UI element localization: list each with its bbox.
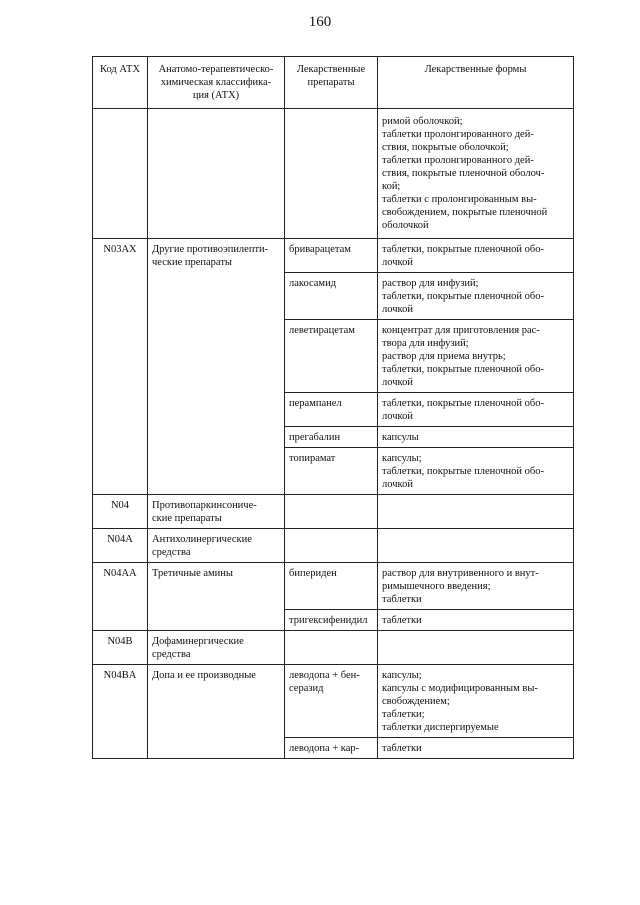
atx-code-cell: N04B <box>93 631 148 665</box>
atx-name-line: Допа и ее производные <box>152 670 256 681</box>
drug-forms-cell <box>378 448 574 495</box>
form-line: таблетки; <box>382 709 425 720</box>
drug-name-cell <box>285 529 378 563</box>
form-line: таблетки пролонгированного дей- <box>382 155 534 166</box>
drug-name-cell <box>285 393 378 427</box>
drug-name-line: лакосамид <box>289 278 337 289</box>
form-line: капсулы; <box>382 453 422 464</box>
table-body <box>93 109 574 759</box>
form-line: таблетки <box>382 743 422 754</box>
table-row <box>93 239 574 273</box>
form-line: концентрат для приготовления рас- <box>382 325 540 336</box>
atx-code-cell: N04A <box>93 529 148 563</box>
drug-name-cell <box>285 273 378 320</box>
form-line: раствор для внутривенного и внут- <box>382 568 539 579</box>
drug-forms-cell <box>378 239 574 273</box>
drug-name-cell <box>285 239 378 273</box>
atx-name-cell <box>148 631 285 665</box>
header-forms: Лекарственные формы <box>378 57 574 109</box>
drug-name-cell <box>285 665 378 738</box>
form-line: лочкой <box>382 304 413 315</box>
drug-name-cell <box>285 320 378 393</box>
drug-forms-cell <box>378 610 574 631</box>
atx-name-cell <box>148 563 285 631</box>
table-row <box>93 665 574 738</box>
drug-forms-cell <box>378 320 574 393</box>
drug-name-cell <box>285 610 378 631</box>
drug-name-line: серазид <box>289 683 324 694</box>
drug-name-cell <box>285 495 378 529</box>
empty-cell <box>93 109 148 239</box>
atx-code-cell: N04BA <box>93 665 148 759</box>
drug-name-cell <box>285 631 378 665</box>
continuation-forms <box>378 109 574 239</box>
atx-code-cell: N04 <box>93 495 148 529</box>
header-classification <box>148 57 285 109</box>
atx-name-line: Противопаркинсониче- <box>152 500 257 511</box>
header-drugs <box>285 57 378 109</box>
atx-name-line: средства <box>152 649 191 660</box>
atx-code-cell: N03AX <box>93 239 148 495</box>
atx-table <box>92 56 574 759</box>
drug-name-line: тригексифенидил <box>289 615 368 626</box>
drug-name-line: леводопа + кар- <box>289 743 360 754</box>
header-classification-line: ция (АТХ) <box>192 90 240 101</box>
form-line: лочкой <box>382 411 413 422</box>
atx-code-cell: N04AA <box>93 563 148 631</box>
form-line: таблетки с пролонгированным вы- <box>382 194 537 205</box>
header-classification-line: химическая классифика- <box>160 77 272 88</box>
atx-name-line: Антихолинергические <box>152 534 252 545</box>
form-line: таблетки, покрытые пленочной обо- <box>382 291 544 302</box>
form-line: капсулы <box>382 432 419 443</box>
table-header-row <box>93 57 574 109</box>
form-line: таблетки, покрытые пленочной обо- <box>382 466 544 477</box>
header-drugs-line: Лекарственные <box>296 64 366 75</box>
atx-name-line: ческие препараты <box>152 257 232 268</box>
form-line: таблетки <box>382 594 422 605</box>
drug-name-line: топирамат <box>289 453 336 464</box>
table-row <box>93 529 574 563</box>
drug-name-line: леводопа + бен- <box>289 670 360 681</box>
form-line: таблетки <box>382 615 422 626</box>
empty-cell <box>148 109 285 239</box>
drug-forms-cell <box>378 273 574 320</box>
form-line: раствор для инфузий; <box>382 278 479 289</box>
drug-name-cell <box>285 563 378 610</box>
form-line: таблетки диспергируемые <box>382 722 499 733</box>
form-line: ствия, покрытые пленочной оболоч- <box>382 168 545 179</box>
table-row <box>93 563 574 610</box>
drug-forms-cell <box>378 631 574 665</box>
form-line: твора для инфузий; <box>382 338 469 349</box>
drug-forms-cell <box>378 738 574 759</box>
header-code: Код АТХ <box>93 57 148 109</box>
atx-name-cell <box>148 239 285 495</box>
drug-name-line: бипериден <box>289 568 337 579</box>
continuation-row <box>93 109 574 239</box>
atx-name-line: Третичные амины <box>152 568 233 579</box>
form-line: римышечного введения; <box>382 581 491 592</box>
drug-forms-cell <box>378 529 574 563</box>
header-drugs-line: препараты <box>307 77 355 88</box>
drug-forms-cell <box>378 393 574 427</box>
drug-name-cell <box>285 738 378 759</box>
drug-forms-cell <box>378 427 574 448</box>
form-line: лочкой <box>382 257 413 268</box>
form-line: ствия, покрытые оболочкой; <box>382 142 509 153</box>
drug-name-cell <box>285 448 378 495</box>
form-line: раствор для приема внутрь; <box>382 351 506 362</box>
empty-cell <box>285 109 378 239</box>
drug-forms-cell <box>378 665 574 738</box>
atx-name-cell <box>148 529 285 563</box>
atx-name-cell <box>148 495 285 529</box>
form-line: капсулы; <box>382 670 422 681</box>
drug-name-line: бриварацетам <box>289 244 351 255</box>
form-line: оболочкой <box>382 220 429 231</box>
form-line: таблетки, покрытые пленочной обо- <box>382 244 544 255</box>
form-line: лочкой <box>382 377 413 388</box>
atx-name-line: средства <box>152 547 191 558</box>
form-line: свобождением; <box>382 696 450 707</box>
form-line: кой; <box>382 181 401 192</box>
form-line: лочкой <box>382 479 413 490</box>
form-line: свобождением, покрытые пленочной <box>382 207 548 218</box>
drug-name-line: прегабалин <box>289 432 341 443</box>
drug-forms-cell <box>378 563 574 610</box>
page-number: 160 <box>308 14 332 30</box>
form-line: капсулы с модифицированным вы- <box>382 683 538 694</box>
drug-name-line: перампанел <box>289 398 342 409</box>
form-line: таблетки, покрытые пленочной обо- <box>382 364 544 375</box>
atx-name-cell <box>148 665 285 759</box>
table-row <box>93 631 574 665</box>
table-row <box>93 495 574 529</box>
drug-name-cell <box>285 427 378 448</box>
form-line: таблетки пролонгированного дей- <box>382 129 534 140</box>
drug-forms-cell <box>378 495 574 529</box>
atx-name-line: Дофаминергические <box>152 636 244 647</box>
form-line: римой оболочкой; <box>382 116 463 127</box>
drug-name-line: леветирацетам <box>289 325 355 336</box>
form-line: таблетки, покрытые пленочной обо- <box>382 398 544 409</box>
atx-name-line: Другие противоэпилепти- <box>152 244 269 255</box>
header-classification-line: Анатомо-терапевтическо- <box>158 64 274 75</box>
atx-name-line: ские препараты <box>152 513 222 524</box>
